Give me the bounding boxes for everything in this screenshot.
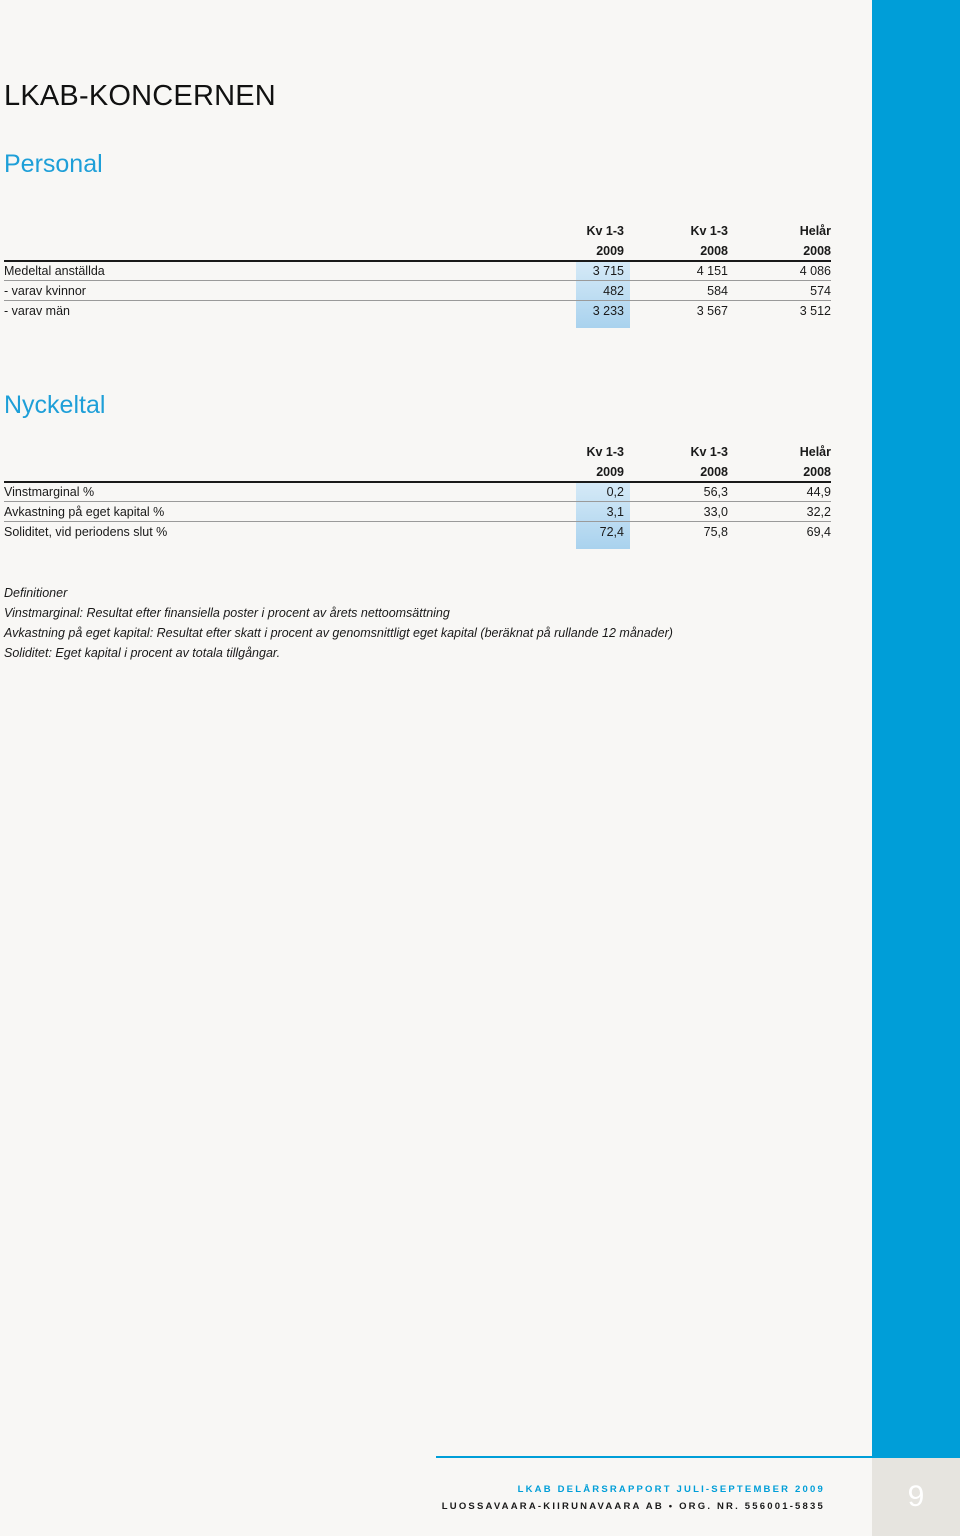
definitions-block — [4, 583, 864, 663]
footer-report-title: LKAB DELÅRSRAPPORT JULI-SEPTEMBER 2009 — [517, 1484, 825, 1495]
row-label: Vinstmarginal % — [4, 485, 95, 499]
table-cell: 584 — [707, 284, 728, 298]
table-cell: 3 567 — [696, 304, 728, 318]
page-number-box — [872, 1458, 960, 1536]
definition-line: Vinstmarginal: Resultat efter finansiella poster i procent av årets nettoomsättning — [4, 606, 450, 620]
table-cell: 3 715 — [592, 264, 624, 278]
section-title-nyckeltal: Nyckeltal — [4, 391, 106, 419]
header-cell: 2008 — [803, 465, 831, 479]
table-row — [4, 301, 831, 321]
row-label: Avkastning på eget kapital % — [4, 505, 165, 519]
table-header-row — [4, 241, 831, 261]
page-number: 9 — [907, 1480, 925, 1513]
header-cell: 2009 — [596, 465, 624, 479]
footer-rule — [436, 1456, 872, 1458]
table-cell: 4 151 — [696, 264, 728, 278]
header-cell: Kv 1-3 — [690, 224, 728, 238]
table-cell: 3 512 — [799, 304, 831, 318]
table-cell: 75,8 — [703, 525, 728, 539]
header-cell: 2009 — [596, 244, 624, 258]
table-cell: 69,4 — [806, 525, 831, 539]
table-cell: 3,1 — [606, 505, 624, 519]
nyckeltal-table — [4, 442, 831, 542]
header-cell: Kv 1-3 — [690, 445, 728, 459]
section-title-personal: Personal — [4, 150, 103, 178]
header-cell: Kv 1-3 — [586, 224, 624, 238]
table-cell: 56,3 — [703, 485, 728, 499]
blue-sidebar — [872, 0, 960, 1458]
table-cell: 32,2 — [806, 505, 831, 519]
table-row — [4, 482, 831, 502]
definition-line: Avkastning på eget kapital: Resultat efter skatt i procent av genomsnittligt eget kapital (beräknat på rullande 12 månader) — [4, 626, 673, 640]
row-label: - varav män — [4, 304, 70, 318]
row-label: - varav kvinnor — [4, 284, 86, 298]
table-cell: 482 — [603, 284, 624, 298]
table-cell: 3 233 — [592, 304, 624, 318]
definition-line: Soliditet: Eget kapital i procent av totala tillgångar. — [4, 646, 281, 660]
table-header-row — [4, 462, 831, 482]
table-cell: 0,2 — [606, 485, 624, 499]
table-cell: 33,0 — [703, 505, 728, 519]
header-cell: Helår — [799, 224, 831, 238]
personal-table — [4, 221, 831, 321]
table-cell: 4 086 — [799, 264, 831, 278]
row-label: Soliditet, vid periodens slut % — [4, 525, 168, 539]
header-cell: Helår — [799, 445, 831, 459]
table-cell: 574 — [810, 284, 831, 298]
table-header-row — [4, 442, 831, 462]
table-row — [4, 281, 831, 301]
header-cell: Kv 1-3 — [586, 445, 624, 459]
table-cell: 44,9 — [806, 485, 831, 499]
header-cell: 2008 — [700, 465, 728, 479]
table-row — [4, 261, 831, 281]
row-label: Medeltal anställda — [4, 264, 105, 278]
table-cell: 72,4 — [599, 525, 624, 539]
definitions-heading: Definitioner — [4, 586, 68, 600]
table-header-row — [4, 221, 831, 241]
header-cell: 2008 — [803, 244, 831, 258]
header-cell: 2008 — [700, 244, 728, 258]
table-row — [4, 502, 831, 522]
table-row — [4, 522, 831, 542]
document-title: LKAB-KONCERNEN — [4, 80, 276, 112]
footer-company-info: LUOSSAVAARA-KIIRUNAVAARA AB • ORG. NR. 556001-5835 — [441, 1501, 825, 1512]
